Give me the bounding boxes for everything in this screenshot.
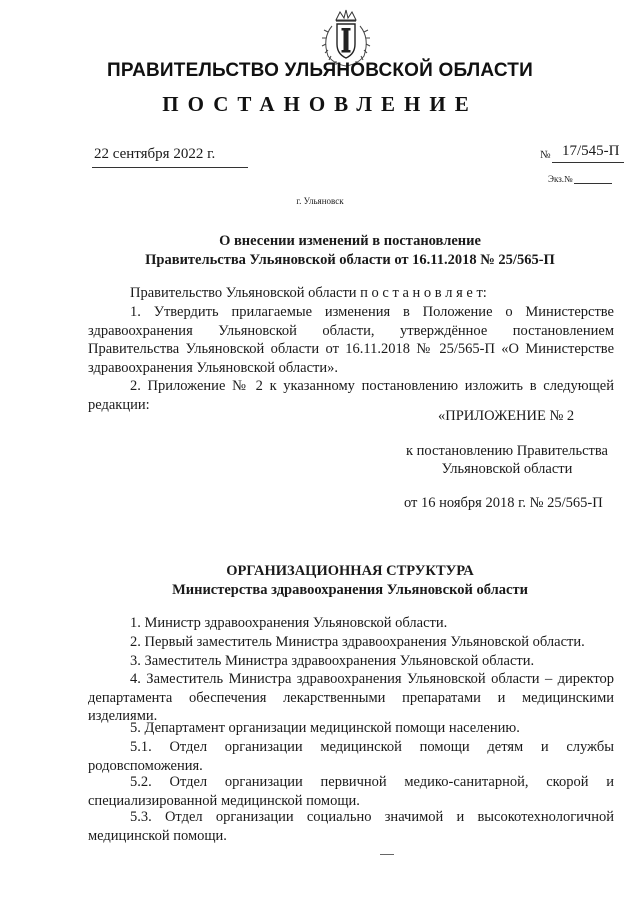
appendix-line-2: Ульяновской области (441, 461, 573, 477)
structure-item-5-3: 5.3. Отдел организации социально значимой и высокотехнологичной медицинской помощи. (88, 809, 614, 844)
document-date: 22 сентября 2022 г. (94, 146, 216, 162)
number-underline (552, 162, 624, 163)
structure-heading (60, 562, 640, 600)
structure-subtitle: Министерства здравоохранения Ульяновской области (172, 582, 528, 598)
structure-item-2: 2. Первый заместитель Министра здравоохранения Ульяновской области. (130, 634, 585, 650)
structure-item-1: 1. Министр здравоохранения Ульяновской области. (130, 615, 448, 631)
document-number: 17/545-П (562, 143, 620, 159)
coat-of-arms-emblem-icon (318, 8, 374, 68)
structure-item-4: 4. Заместитель Министра здравоохранения Ульяновской области – директор департамента обеспечения лекарственными препаратами и медицинскими изделиями. (88, 671, 614, 724)
government-title: ПРАВИТЕЛЬСТВО УЛЬЯНОВСКОЙ ОБЛАСТИ (107, 60, 533, 81)
subject-line-2: Правительства Ульяновской области от 16.11.2018 № 25/565-П (145, 252, 555, 268)
appendix-title: «ПРИЛОЖЕНИЕ № 2 (438, 408, 575, 424)
document-type: ПОСТАНОВЛЕНИЕ (162, 92, 478, 116)
paragraph-2: 2. Приложение № 2 к указанному постановлению изложить в следующей редакции: (88, 378, 614, 413)
copy-number-underline (574, 183, 612, 184)
structure-item-5: 5. Департамент организации медицинской помощи населению. (130, 720, 520, 736)
appendix-line-1: к постановлению Правительства (406, 443, 608, 459)
subject-line-1: О внесении изменений в постановление (219, 233, 481, 249)
paragraph-1: 1. Утвердить прилагаемые изменения в Положение о Министерстве здравоохранения Ульяновской области, утверждённое постановлением Правительства Ульяновской области от 16.11.2018 № 25/565-П «О Министерстве здравоохранения Ульяновской области». (88, 304, 614, 376)
number-label: № (540, 149, 551, 161)
structure-item-5-2: 5.2. Отдел организации первичной медико-санитарной, скорой и специализированной медицинской помощи. (88, 774, 614, 809)
structure-item-5-1: 5.1. Отдел организации медицинской помощи детям и службы родовспоможения. (88, 739, 614, 774)
appendix-date: от 16 ноября 2018 г. № 25/565-П (404, 495, 603, 511)
document-subject (60, 232, 640, 270)
page-footer-mark (380, 854, 394, 855)
structure-title: ОРГАНИЗАЦИОННАЯ СТРУКТУРА (226, 563, 474, 579)
copy-number-label: Экз.№ (548, 174, 573, 184)
date-underline (92, 167, 248, 168)
structure-item-3: 3. Заместитель Министра здравоохранения Ульяновской области. (130, 653, 535, 669)
intro-paragraph: Правительство Ульяновской области п о с т а н о в л я е т: (130, 285, 487, 301)
city-name: г. Ульяновск (296, 196, 344, 206)
